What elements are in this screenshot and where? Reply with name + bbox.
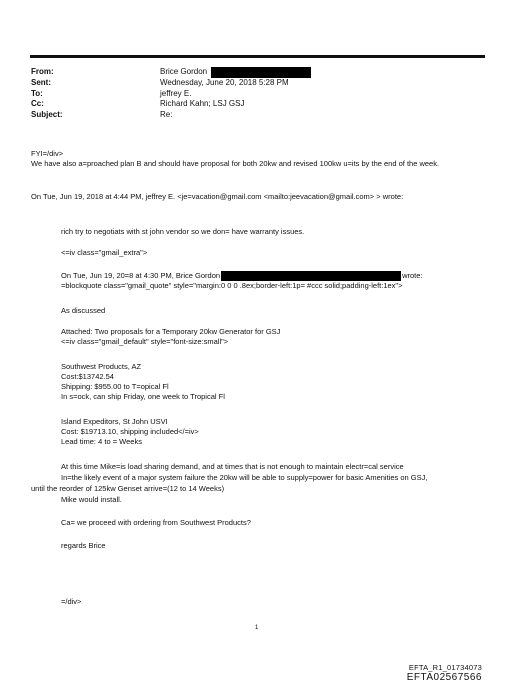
fyi-line: FYI=/div>	[31, 149, 64, 158]
subject-row	[31, 110, 311, 121]
negotiate-line: rich try to negotiats with st john vendor so we don= have warranty issues.	[61, 227, 305, 236]
load-sharing-line: At this time Mike=is load sharing demand, and at times that is not enough to maintain electr=cal service	[61, 462, 404, 471]
from-value	[160, 67, 311, 78]
cc-value: Richard Kahn; LSJ GSJ	[160, 99, 245, 108]
blockquote-line: =blockquote class="gmail_quote" style="margin:0 0 0 .8ex;border-left:1p= #ccc solid;padding-left:1ex">	[61, 281, 403, 290]
bates-number-large: EFTA02567566	[406, 672, 482, 683]
southwest-name: Southwest Products, AZ	[61, 362, 142, 371]
to-value: jeffrey E.	[160, 88, 192, 98]
gmail-default-line: <=iv class="gmail_default" style="font-size:small">	[61, 337, 229, 346]
southwest-shipping: Shipping: $955.00 to T=opical Fl	[61, 382, 169, 391]
to-row	[31, 89, 311, 100]
quote-header-line	[61, 271, 423, 281]
subject-value: Re:	[160, 109, 173, 119]
div-close-line: =/div>	[61, 597, 82, 606]
system-failure-line: In=the likely event of a major system failure the 20kw will be able to supply=power for basic Amenities on GSJ,	[61, 473, 428, 482]
quote-header-prefix: On Tue, Jun 19, 20=8 at 4:30 PM, Brice Gordon	[61, 271, 221, 280]
sent-row	[31, 78, 311, 89]
mike-install-line: Mike would install.	[61, 495, 122, 504]
island-lead-time: Lead time: 4 to = Weeks	[61, 437, 142, 446]
southwest-stock: In s=ock, can ship Friday, one week to Tropical Fl	[61, 392, 225, 401]
header-rule	[30, 55, 485, 58]
southwest-cost: Cost:$13742.54	[61, 372, 114, 381]
cc-row	[31, 99, 311, 110]
bates-number-small: EFTA_R1_01734073	[408, 663, 482, 672]
sent-label: Sent:	[31, 78, 51, 87]
redaction-block	[221, 271, 401, 281]
proceed-question-line: Ca= we proceed with ordering from Southwest Products?	[61, 518, 251, 527]
from-label: From:	[31, 67, 54, 76]
island-cost: Cost: $19713.10, shipping included</=iv>	[61, 427, 199, 436]
quote-intro-line: On Tue, Jun 19, 2018 at 4:44 PM, jeffrey E. <je=vacation@gmail.com <mailto:jeevacation@gmail.com> > wrote:	[31, 192, 404, 201]
page-number: 1	[255, 625, 259, 631]
reorder-line: until the reorder of 125kw Genset arrive=(12 to 14 Weeks)	[31, 484, 225, 493]
plan-b-paragraph: We have also a=proached plan B and should have proposal for both 20kw and revised 100kw u=its by the end of the week.	[31, 159, 440, 168]
to-label: To:	[31, 88, 43, 98]
sent-value: Wednesday, June 20, 2018 5:28 PM	[160, 78, 289, 87]
from-row	[31, 67, 311, 78]
quote-header-suffix: wrote:	[402, 271, 423, 280]
subject-label: Subject:	[31, 109, 63, 119]
gmail-extra-line: <=iv class="gmail_extra">	[61, 248, 148, 257]
redaction-block	[211, 67, 311, 78]
island-name: Island Expeditors, St John USVI	[61, 417, 168, 426]
signature-line: regards Brice	[61, 541, 106, 550]
sender-name: Brice Gordon	[160, 67, 208, 76]
email-header	[31, 67, 311, 120]
attached-line: Attached: Two proposals for a Temporary 20kw Generator for GSJ	[61, 327, 281, 336]
cc-label: Cc:	[31, 99, 44, 108]
as-discussed-line: As discussed	[61, 306, 106, 315]
